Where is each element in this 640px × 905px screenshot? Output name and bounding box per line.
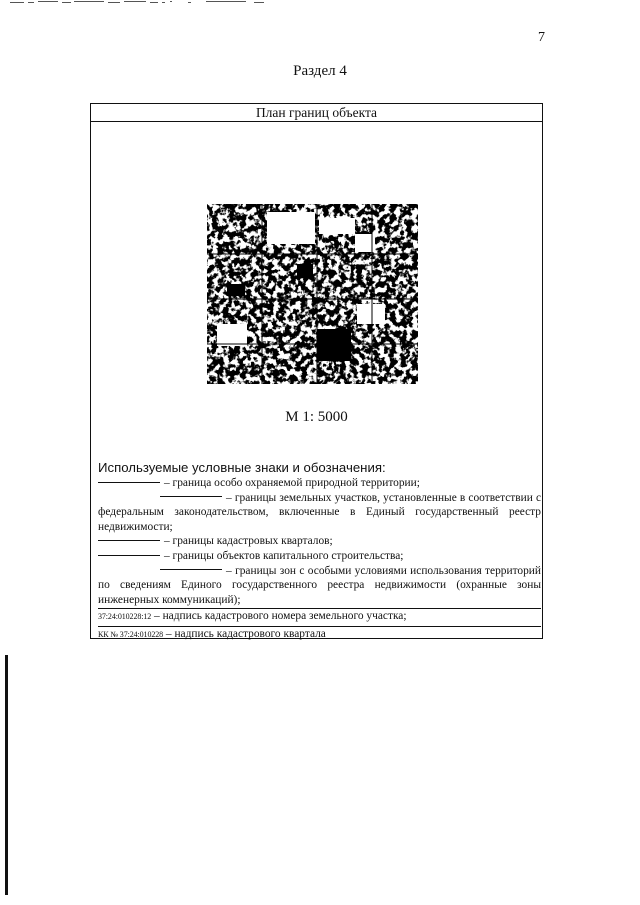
- legend-item-special-zones: – границы зон с особыми условиями использования территорий по сведениям Единого государственного реестра недвижимости (охранные зоны инженерных коммуникаций);: [98, 564, 541, 606]
- parcel-code-sample: 37:24:010228:12: [98, 612, 152, 622]
- plan-title: План границ объекта: [91, 104, 542, 122]
- legend-heading: Используемые условные знаки и обозначения:: [98, 460, 386, 475]
- line-sample: [98, 555, 160, 556]
- legend-item-cadastral-quarters: – границы кадастровых кварталов;: [98, 534, 541, 549]
- legend-item-parcel-label: 37:24:010228:12 – надпись кадастрового номера земельного участка;: [98, 610, 407, 623]
- legend-item-capital-objects: – границы объектов капитального строительства;: [98, 549, 541, 564]
- line-sample: [160, 569, 222, 570]
- section-title: Раздел 4: [293, 63, 347, 79]
- map-scale: М 1: 5000: [285, 409, 348, 425]
- scan-edge-bar: [5, 655, 8, 895]
- legend-item-quarter-label: КК № 37:24:010228 – надпись кадастрового квартала: [98, 627, 326, 640]
- plan-frame: [90, 103, 543, 639]
- legend: [98, 460, 541, 643]
- line-sample: [98, 482, 160, 483]
- page-number: 7: [538, 30, 545, 45]
- scan-noise: [10, 0, 270, 6]
- aerial-map-image: [207, 204, 418, 384]
- legend-item-land-parcels: – границы земельных участков, установленные в соответствии с федеральным законодательством, включенные в Единый государственный реестр недвижимости;: [98, 491, 541, 533]
- quarter-code-sample: КК № 37:24:010228: [98, 629, 164, 639]
- legend-item-protected-area: – граница особо охраняемой природной территории;: [98, 476, 541, 491]
- line-sample: [98, 540, 160, 541]
- line-sample: [160, 496, 222, 497]
